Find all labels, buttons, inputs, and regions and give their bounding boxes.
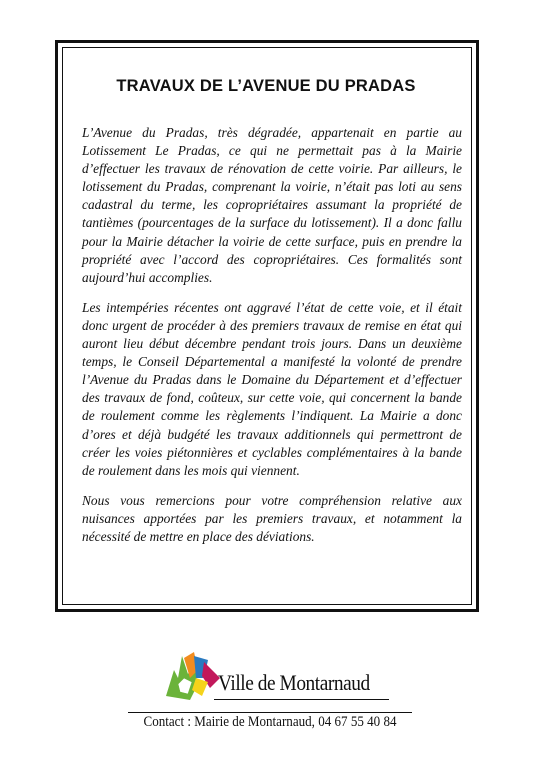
contact-line: Contact : Mairie de Montarnaud, 04 67 55 40 84 — [143, 714, 397, 730]
notice-paragraph: Nous vous remercions pour votre compréhension relative aux nuisances apportées par les premiers travaux, et notamment la nécessité de mettre en place des déviations. — [82, 492, 462, 544]
notice-title: TRAVAUX DE L’AVENUE DU PRADAS — [116, 77, 416, 95]
ville-de-montarnaud-logo-icon — [164, 648, 224, 704]
notice-paragraph: Les intempéries récentes ont aggravé l’état de cette voie, et il était donc urgent de procéder à des premiers travaux de remise en état qui auront lieu début décembre pendant trois jours. Dans un deuxième temps, le Conseil Départemental a manifesté la volonté de prendre l’Avenue du Pradas dans le Domaine du Département et d’effectuer des travaux de fond, coûteux, sur cette voie, qui concernent la bande de roulement comme les règlements l’indiquent. La Mairie a donc d’ores et déjà budgété les travaux additionnels qui permettront de créer les voies piétonnières et cyclables complémentaires à la bande de roulement dans les mois qui viennent. — [82, 299, 462, 478]
contact-rule — [128, 712, 412, 713]
logo-town-name: Ville de Montarnaud — [218, 670, 370, 695]
logo-underline — [214, 699, 389, 700]
notice-body — [82, 124, 462, 558]
notice-paragraph: L’Avenue du Pradas, très dégradée, appartenait en partie au Lotissement Le Pradas, ce qui ne permettait pas à la Mairie d’effectuer les travaux de rénovation de cette voirie. Par ailleurs, le lotissement du Pradas, comprenant la voirie, n’était pas loti au sens cadastral du terme, les copropriétaires assumant la propriété de tantièmes (pourcentages de la surface du lotissement). Il a donc fallu pour la Mairie détacher la voirie de cette surface, puis en prendre la propriété avec l’accord des copropriétaires. Ces formalités sont aujourd’hui accomplies. — [82, 125, 462, 285]
